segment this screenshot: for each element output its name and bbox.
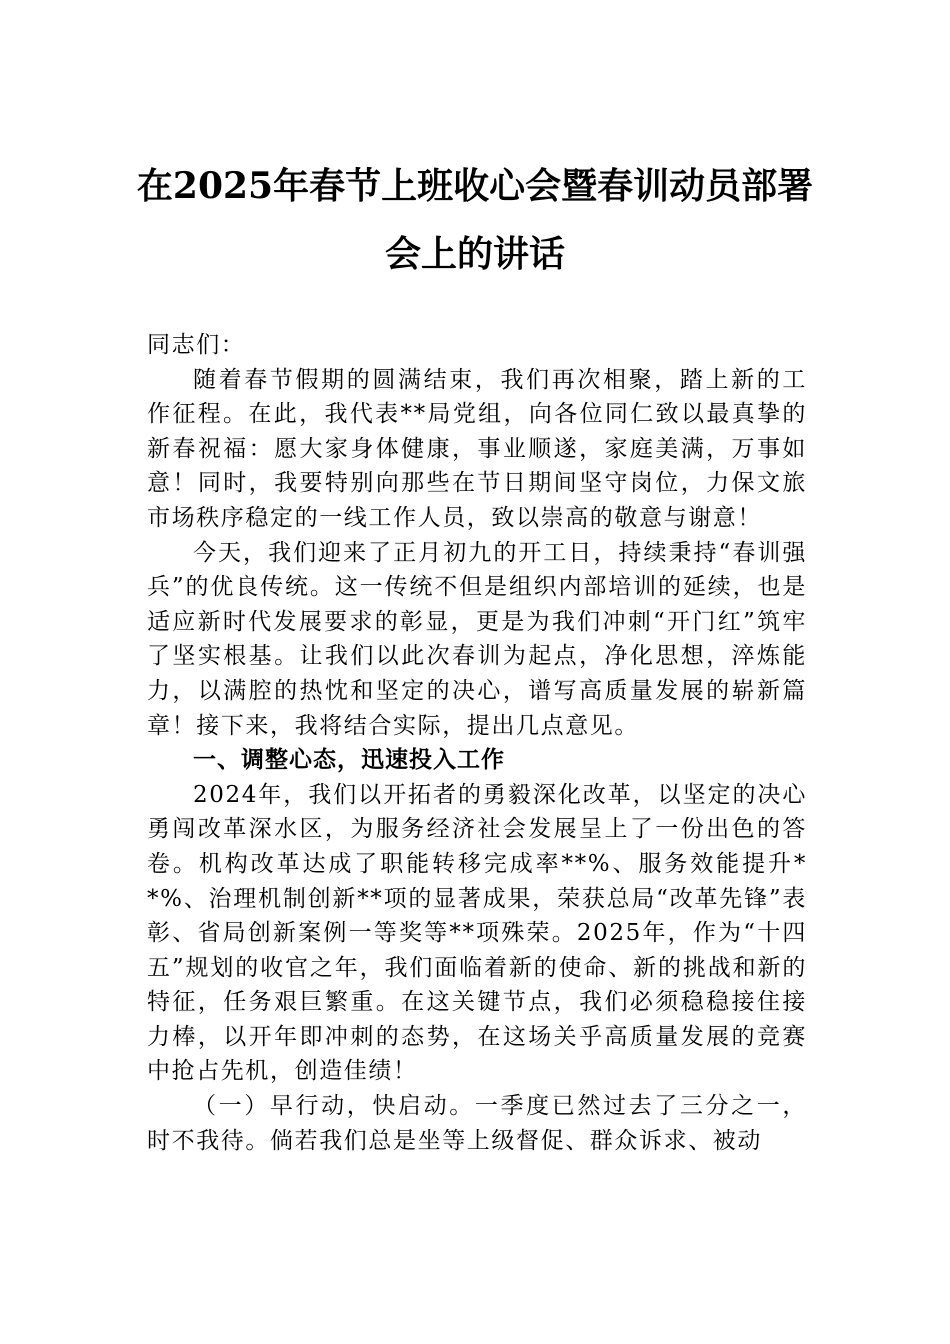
document-body — [147, 328, 807, 1158]
paragraph-2024-review: 2024年，我们以开拓者的勇毅深化改革，以坚定的决心勇闯改革深水区，为服务经济社会发展呈上了一份出色的答卷。机构改革达成了职能转移完成率**%、服务效能提升**%、治理机制创新**项的显著成果，荣获总局“改革先锋”表彰、省局创新案例一等奖等**项殊荣。2025年，作为“十四五”规划的收官之年，我们面临着新的使命、新的挑战和新的特征，任务艰巨繁重。在这关键节点，我们必须稳稳接住接力棒，以开年即冲刺的态势，在这场关乎高质量发展的竞赛中抢占先机，创造佳绩！ — [147, 781, 807, 1085]
salutation: 同志们： — [147, 332, 246, 358]
paragraph-early-action: （一）早行动，快启动。一季度已然过去了三分之一，时不我待。倘若我们总是坐等上级督促、群众诉求、被动 — [147, 1093, 807, 1154]
paragraph-today: 今天，我们迎来了正月初九的开工日，持续秉持“春训强兵”的优良传统。这一传统不但是组织内部培训的延续，也是适应新时代发展要求的彰显，更是为我们冲刺“开门红”筑牢了坚实根基。让我们以此次春训为起点，净化思想，淬炼能力，以满腔的热忱和坚定的决心，谱写高质量发展的崭新篇章！接下来，我将结合实际，提出几点意见。 — [147, 539, 807, 739]
paragraph-opening: 随着春节假期的圆满结束，我们再次相聚，踏上新的工作征程。在此，我代表**局党组，向各位同仁致以最真挚的新春祝福：愿大家身体健康，事业顺遂，家庭美满，万事如意！同时，我要特别向那些在节日期间坚守岗位，力保文旅市场秩序稳定的一线工作人员，致以崇高的敬意与谢意！ — [147, 366, 807, 531]
section-heading-1: 一、调整心态，迅速投入工作 — [193, 747, 505, 774]
document-title-line1: 在2025年春节上班收心会暨春训动员部署 — [136, 165, 814, 207]
document-title-line2: 会上的讲话 — [384, 233, 565, 275]
